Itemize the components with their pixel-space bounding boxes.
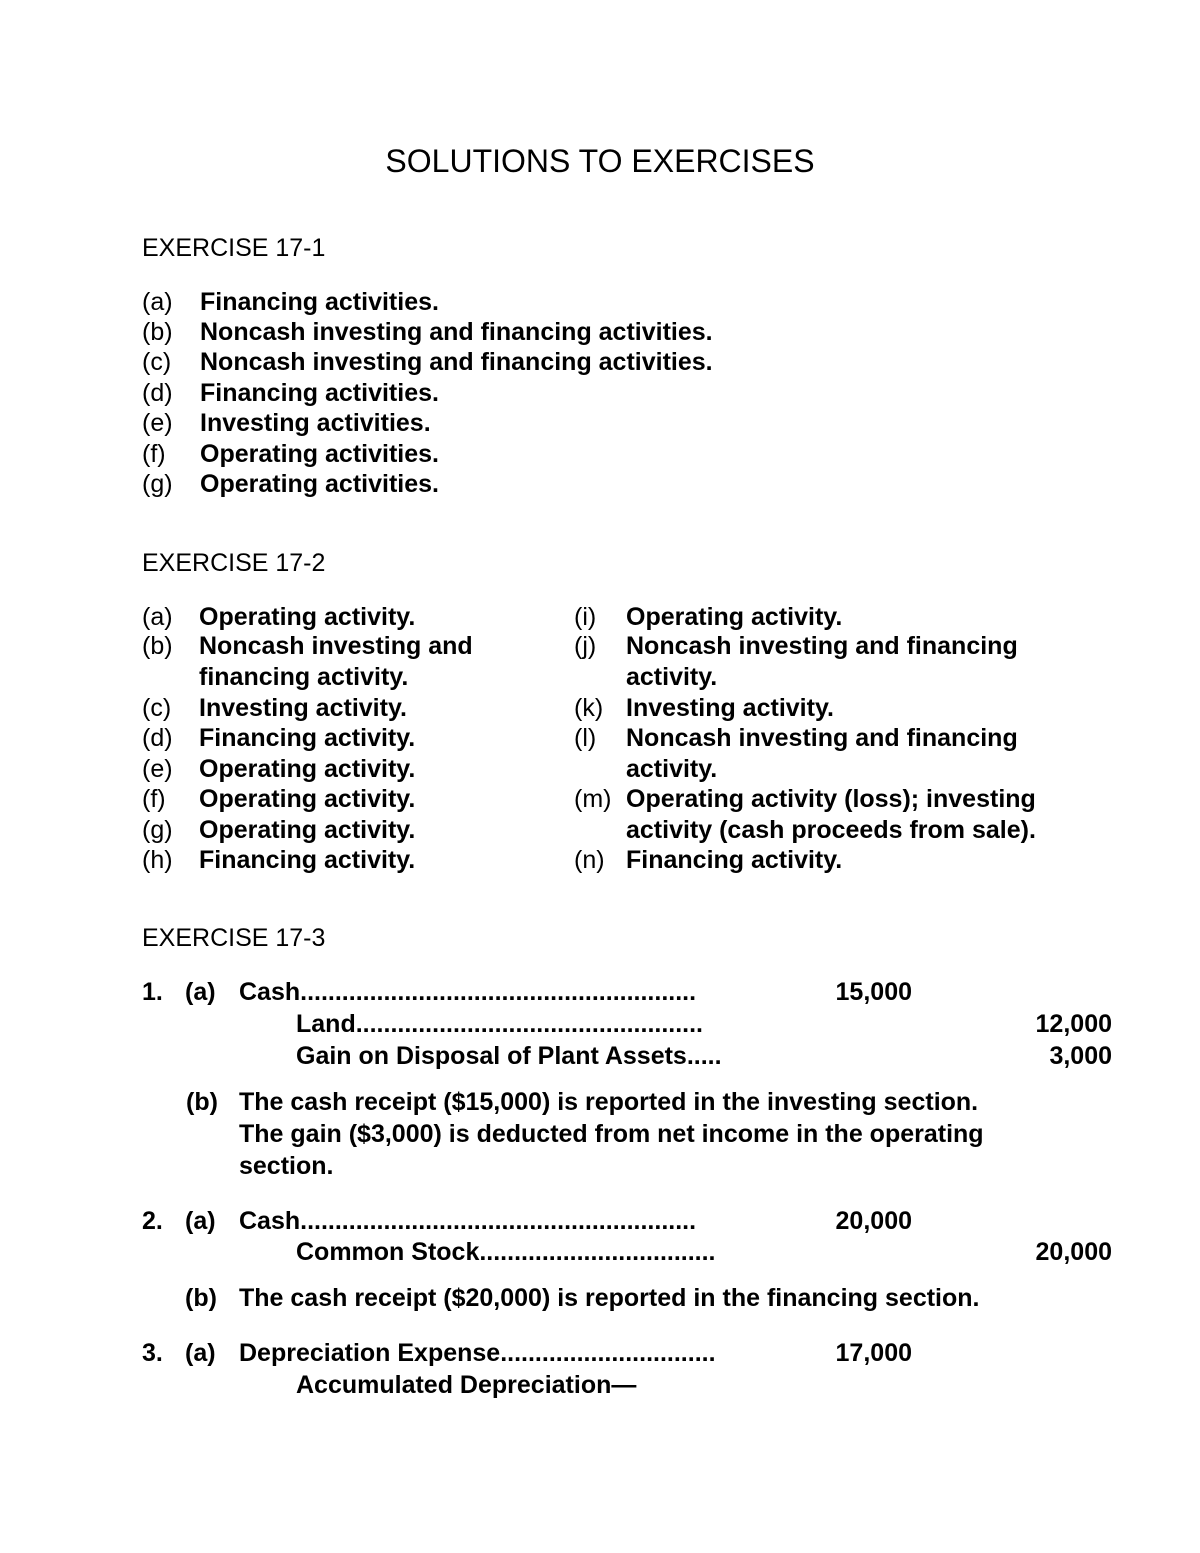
item-label: (l)	[574, 724, 597, 752]
item-text: Financing activities.	[200, 379, 439, 407]
item-text: Operating activity.	[199, 603, 416, 631]
credit-amount: 20,000	[1035, 1238, 1112, 1266]
part-label: (a)	[185, 978, 216, 1006]
item-label: (m)	[574, 785, 612, 813]
account-name: Accumulated Depreciation—	[296, 1371, 637, 1399]
part-label: (a)	[185, 1339, 216, 1367]
item-text: Operating activities.	[200, 440, 439, 468]
question-number: 1.	[142, 978, 163, 1006]
item-label: (b)	[142, 318, 173, 346]
item-text: Operating activity.	[199, 785, 416, 813]
item-label: (f)	[142, 440, 166, 468]
question-number: 2.	[142, 1207, 163, 1235]
exercise-17-3-heading: EXERCISE 17-3	[142, 924, 326, 952]
item-label: (e)	[142, 409, 173, 437]
item-label: (c)	[142, 694, 172, 722]
item-text: activity.	[626, 755, 718, 783]
item-text: Operating activity.	[199, 755, 416, 783]
item-text: activity (cash proceeds from sale).	[626, 816, 1036, 844]
item-label: (k)	[574, 694, 604, 722]
item-label: (n)	[574, 846, 605, 874]
item-text: Noncash investing and financing	[626, 724, 1018, 752]
item-label: (h)	[142, 846, 173, 874]
account-name: Common Stock..................................	[296, 1238, 716, 1266]
item-text: Financing activity.	[199, 846, 416, 874]
item-text: Investing activity.	[199, 694, 407, 722]
item-label: (b)	[142, 632, 173, 660]
item-text: Financing activity.	[626, 846, 843, 874]
item-label: (e)	[142, 755, 173, 783]
page-title: SOLUTIONS TO EXERCISES	[385, 143, 815, 179]
item-label: (a)	[142, 288, 173, 316]
part-label: (b)	[185, 1284, 217, 1312]
item-label: (g)	[142, 470, 173, 498]
item-label: (a)	[142, 603, 173, 631]
exercise-17-2-heading: EXERCISE 17-2	[142, 549, 326, 577]
item-text: Investing activity.	[626, 694, 834, 722]
item-text: Noncash investing and financing activities.	[200, 318, 713, 346]
item-text: Operating activities.	[200, 470, 439, 498]
item-text: Financing activities.	[200, 288, 439, 316]
item-text: Operating activity (loss); investing	[626, 785, 1036, 813]
item-text: Noncash investing and financing	[626, 632, 1018, 660]
credit-amount: 12,000	[1035, 1010, 1112, 1038]
exercise-17-1-heading: EXERCISE 17-1	[142, 234, 326, 262]
debit-amount: 15,000	[835, 978, 912, 1006]
item-text: Operating activity.	[626, 603, 843, 631]
explanation-text: The cash receipt ($15,000) is reported in the investing section.	[239, 1088, 979, 1116]
item-label: (g)	[142, 816, 173, 844]
item-text: Financing activity.	[199, 724, 416, 752]
account-name: Cash.........................................................	[239, 978, 697, 1006]
account-name: Land..................................................	[296, 1010, 704, 1038]
item-text: Operating activity.	[199, 816, 416, 844]
item-text: Noncash investing and financing activities.	[200, 348, 713, 376]
question-number: 3.	[142, 1339, 163, 1367]
account-name: Gain on Disposal of Plant Assets.....	[296, 1042, 722, 1070]
item-label: (c)	[142, 348, 172, 376]
account-name: Cash.........................................................	[239, 1207, 697, 1235]
account-name: Depreciation Expense...............................	[239, 1339, 716, 1367]
item-label: (i)	[574, 603, 597, 631]
explanation-text: The gain ($3,000) is deducted from net income in the operating	[239, 1120, 984, 1148]
item-text: activity.	[626, 663, 718, 691]
item-text: Noncash investing and	[199, 632, 473, 660]
item-label: (d)	[142, 724, 173, 752]
item-text: Investing activities.	[200, 409, 431, 437]
explanation-text: section.	[239, 1152, 334, 1180]
item-label: (j)	[574, 632, 597, 660]
item-text: financing activity.	[199, 663, 409, 691]
part-label: (a)	[185, 1207, 216, 1235]
part-label: (b)	[186, 1088, 218, 1116]
explanation-text: The cash receipt ($20,000) is reported in the financing section.	[239, 1284, 980, 1312]
item-label: (f)	[142, 785, 166, 813]
item-label: (d)	[142, 379, 173, 407]
credit-amount: 3,000	[1049, 1042, 1112, 1070]
debit-amount: 17,000	[835, 1339, 912, 1367]
debit-amount: 20,000	[835, 1207, 912, 1235]
